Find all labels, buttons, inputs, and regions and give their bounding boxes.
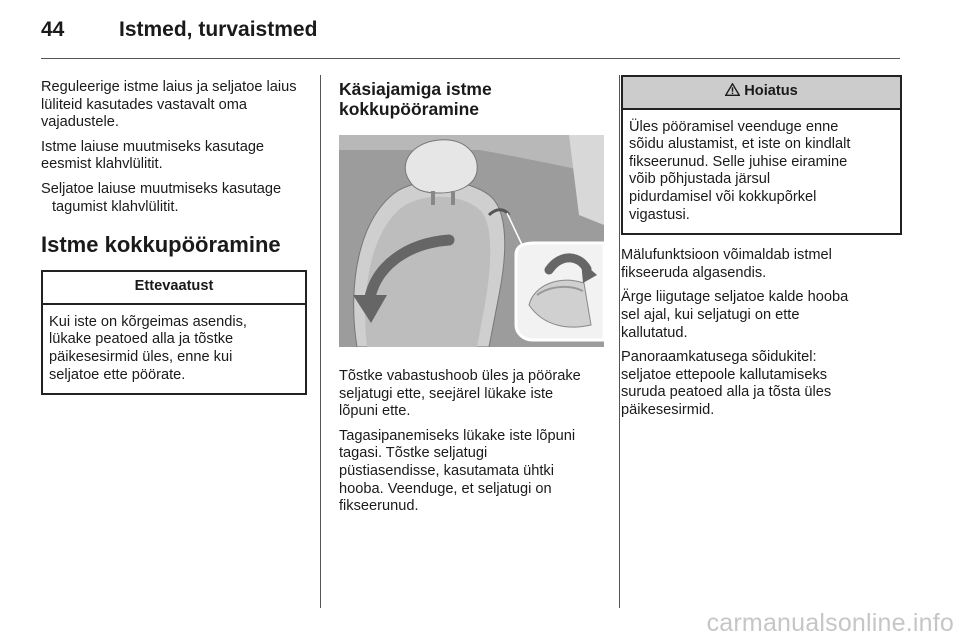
section-heading: Istme kokkupööramine — [41, 232, 281, 258]
caution-box — [41, 270, 307, 395]
text-line: fikseerunud. — [339, 498, 419, 515]
page-number: 44 — [41, 18, 65, 41]
warning-triangle-icon — [725, 83, 744, 99]
page-title: Istmed, turvaistmed — [119, 18, 318, 41]
heading-line: Käsiajamiga istme — [339, 79, 492, 99]
column-right — [621, 75, 901, 427]
column-divider — [320, 75, 321, 608]
text-line: Tagasipanemiseks lükake iste lõpuni — [339, 427, 576, 444]
text-line: päikesesirmid. — [621, 401, 715, 418]
caution-line: lükake peatoed alla ja tõstke — [49, 331, 234, 348]
text-line: Ärge liigutage seljatoe kalde hooba — [621, 289, 849, 306]
caution-line: seljatoe ette pöörate. — [49, 366, 186, 383]
text-line: seljatoe ettepoole kallutamiseks — [621, 366, 828, 383]
caution-title: Ettevaatust — [43, 272, 305, 305]
text-line: lõpuni ette. — [339, 403, 411, 420]
text-line: Panoraamkatusega sõidukitel: — [621, 349, 817, 366]
text-line: püstiasendisse, kasutamata ühtki — [339, 462, 554, 479]
subsection-heading — [339, 79, 604, 119]
text-line: fikseeruda algasendis. — [621, 264, 767, 281]
warning-line: võib põhjustada järsul — [629, 171, 771, 188]
warning-line: Üles pööramisel veenduge enne — [629, 118, 839, 135]
column-left — [41, 79, 306, 395]
column-middle — [339, 79, 604, 523]
warning-body — [623, 110, 900, 234]
paragraph: Reguleerige istme laius ja seljatoe laius lüliteid kasutades vastavalt oma vajadustele. — [41, 79, 297, 131]
text-line: suruda peatoed alla ja tõsta üles — [621, 384, 832, 401]
paragraph — [621, 247, 901, 282]
paragraph: Seljatoe laiuse muutmiseks kasutage tagumist klahvlülitit. — [41, 180, 282, 215]
paragraph — [621, 289, 901, 342]
warning-line: fikseerunud. Selle juhise eiramine — [629, 153, 848, 170]
caution-line: Kui iste on kõrgeimas asendis, — [49, 313, 247, 330]
warning-title: Hoiatus — [744, 83, 798, 99]
warning-line: vigastusi. — [629, 206, 690, 223]
text-line: tagasi. Tõstke seljatugi — [339, 445, 488, 462]
paragraph — [339, 368, 604, 421]
watermark: carmanualsonline.info — [706, 609, 954, 637]
caution-body — [43, 305, 305, 393]
paragraph — [621, 349, 901, 419]
text-line: sel ajal, kui seljatugi on ette — [621, 306, 800, 323]
text-line: hooba. Veenduge, et seljatugi on — [339, 480, 552, 497]
header-rule — [41, 58, 900, 59]
text-line: kallutatud. — [621, 324, 688, 341]
text-line: Tõstke vabastushoob üles ja pöörake — [339, 368, 581, 384]
warning-line: sõidu alustamist, et iste on kindlalt — [629, 136, 851, 153]
paragraph — [339, 428, 604, 516]
column-divider — [619, 75, 620, 608]
warning-box — [621, 75, 902, 235]
text-line: Mälufunktsioon võimaldab istmel — [621, 247, 832, 264]
paragraph: Istme laiuse muutmiseks kasutage eesmist klahvlülitit. — [41, 138, 265, 173]
caution-line: päikesesirmid üles, enne kui — [49, 348, 233, 365]
text-line: seljatugi ette, seejärel lükake iste — [339, 385, 554, 402]
heading-line: kokkupööramine — [339, 99, 480, 119]
warning-header — [623, 77, 900, 110]
warning-line: pidurdamisel või kokkupõrkel — [629, 188, 817, 205]
seat-fold-lever-illustration — [339, 135, 604, 347]
